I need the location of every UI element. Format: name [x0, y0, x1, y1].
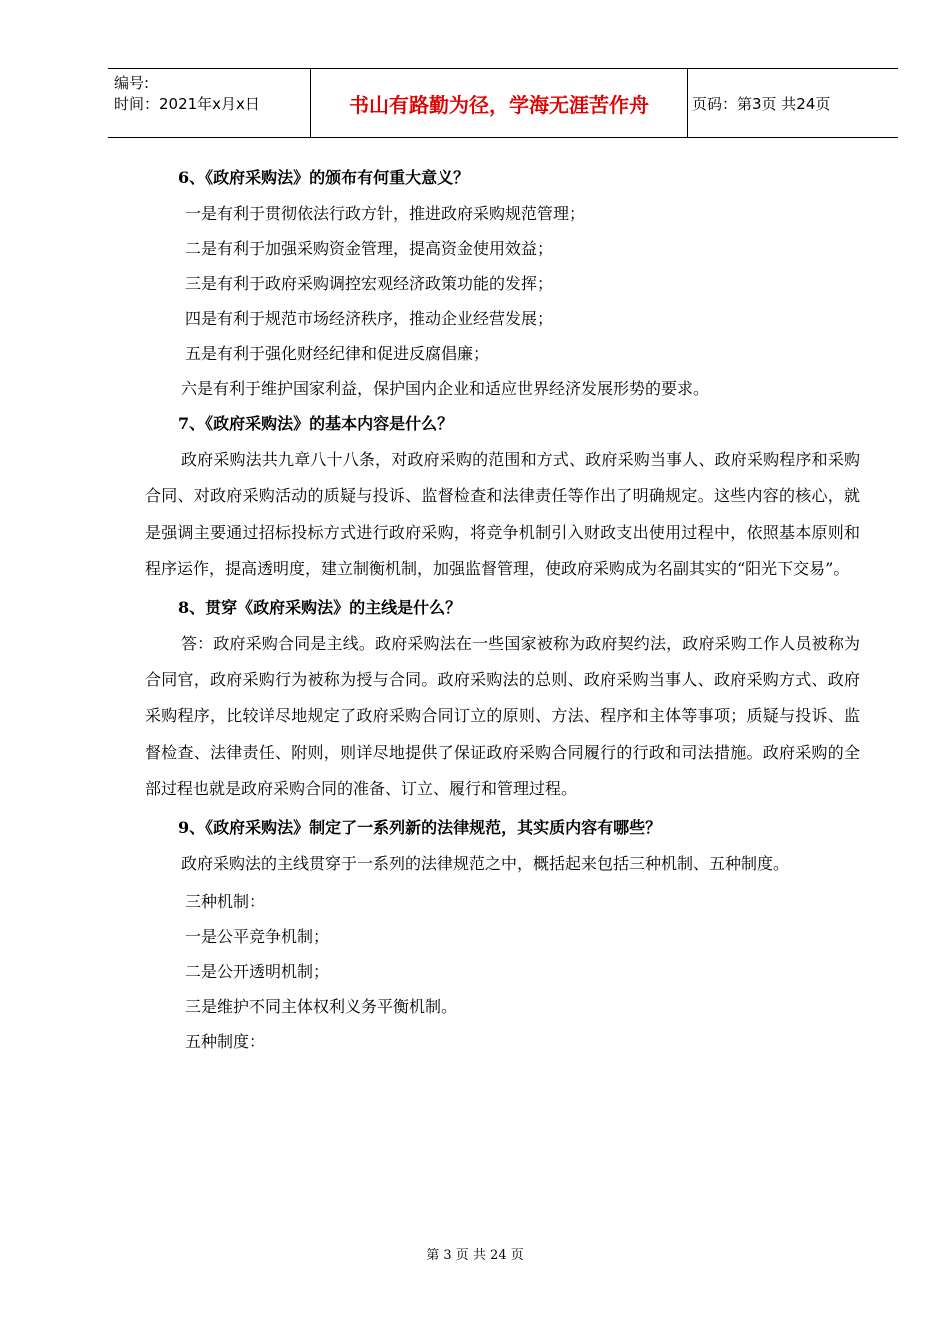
section-paragraph: 政府采购法共九章八十八条，对政府采购的范围和方式、政府采购当事人、政府采购程序和采购合同、对政府采购活动的质疑与投诉、监督检查和法律责任等作出了明确规定。这些内容的核心，就是强调主要通过招标投标方式进行政府采购，将竞争机制引入财政支出使用过程中，依照基本原则和程序运作，提高透明度，建立制衡机制，加强监督管理，使政府采购成为名副其实的“阳光下交易”。 — [145, 450, 860, 579]
list-item: 六是有利于维护国家利益，保护国内企业和适应世界经济发展形势的要求。 — [181, 379, 710, 398]
section-heading: 7、《政府采购法》的基本内容是什么？ — [178, 414, 454, 433]
list-item: 一是有利于贯彻依法行政方针，推进政府采购规范管理； — [185, 204, 586, 223]
list-item: 三种机制： — [185, 892, 266, 912]
document-body — [145, 160, 860, 1059]
time-label: 时间：2021年x月x日 — [114, 95, 260, 113]
list-item: 五是有利于强化财经纪律和促进反腐倡廉； — [185, 344, 490, 363]
number-label: 编号: — [114, 74, 150, 92]
list-item: 二是有利于加强采购资金管理，提高资金使用效益； — [185, 239, 554, 258]
list-item: 三是有利于政府采购调控宏观经济政策功能的发挥； — [185, 274, 554, 293]
section-paragraph: 政府采购法的主线贯穿于一系列的法律规范之中，概括起来包括三种机制、五种制度。 — [181, 853, 790, 873]
section-paragraph: 答：政府采购合同是主线。政府采购法在一些国家被称为政府契约法，政府采购工作人员被称为合同官，政府采购行为被称为授与合同。政府采购法的总则、政府采购当事人、政府采购方式、政府采购程序，比较详尽地规定了政府采购合同订立的原则、方法、程序和主体等事项；质疑与投诉、监督检查、法律责任、附则，则详尽地提供了保证政府采购合同履行的行政和司法措施。政府采购的全部过程也就是政府采购合同的准备、订立、履行和管理过程。 — [145, 633, 860, 799]
list-item: 二是公开透明机制； — [185, 962, 330, 982]
list-item: 四是有利于规范市场经济秩序，推动企业经营发展； — [185, 309, 554, 328]
section-heading: 6、《政府采购法》的颁布有何重大意义？ — [178, 168, 470, 187]
header-page-label: 页码：第3页 共24页 — [692, 94, 831, 113]
header-motto: 书山有路勤为径，学海无涯苦作舟 — [310, 69, 688, 137]
list-item: 一是公平竞争机制； — [185, 927, 330, 947]
page-footer: 第 3 页 共 24 页 — [426, 1248, 524, 1263]
list-item: 五种制度： — [185, 1032, 266, 1052]
section-heading: 8、贯穿《政府采购法》的主线是什么？ — [178, 597, 462, 617]
section-heading: 9、《政府采购法》制定了一系列新的法律规范，其实质内容有哪些？ — [178, 817, 662, 837]
list-item: 三是维护不同主体权利义务平衡机制。 — [185, 997, 458, 1017]
header-info — [114, 73, 304, 115]
page-header — [108, 68, 898, 138]
